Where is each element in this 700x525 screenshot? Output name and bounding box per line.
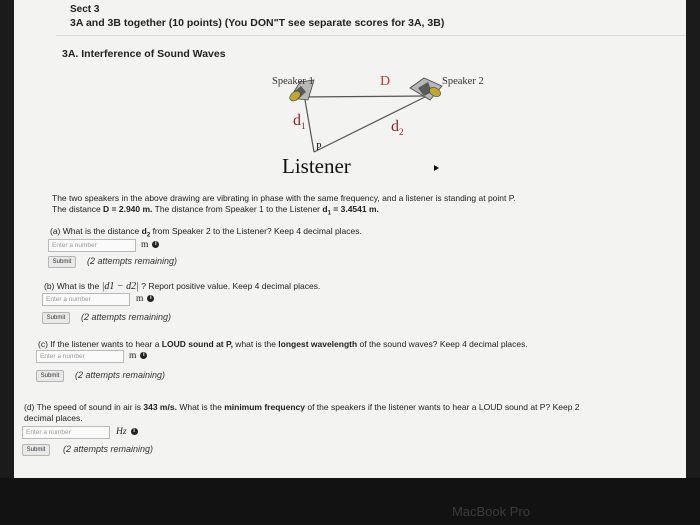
attempts-c: (2 attempts remaining) xyxy=(75,370,166,380)
answer-d-input[interactable]: Enter a number xyxy=(22,426,110,439)
d2-label: $d_2$ xyxy=(391,118,404,138)
info-icon[interactable]: i xyxy=(152,241,159,248)
page-title: 3A and 3B together (10 points) (You DON"T see separate scores for 3A, 3B) xyxy=(70,17,445,29)
d1-label: $d_1$ xyxy=(293,112,306,132)
info-icon[interactable]: i xyxy=(131,428,138,435)
answer-c-input[interactable]: Enter a number xyxy=(36,350,124,363)
submit-d-button[interactable]: Submit xyxy=(22,444,50,456)
line-d1 xyxy=(304,94,314,152)
section-subtitle: 3A. Interference of Sound Waves xyxy=(62,48,226,60)
question-b-text: (b) What is the |d1 − d2| ? Report positive value. Keep 4 decimal places. xyxy=(44,281,321,292)
line-D xyxy=(296,96,427,97)
attempts-a: (2 attempts remaining) xyxy=(87,256,178,266)
answer-a-input[interactable]: Enter a number xyxy=(48,239,136,252)
browser-page xyxy=(14,0,686,478)
question-c-text: (c) If the listener wants to hear a LOUD sound at P, what is the longest wavelength of the sound waves? Keep 4 decimal places. xyxy=(38,339,528,349)
attempts-d: (2 attempts remaining) xyxy=(63,444,154,454)
distance-D-label: D xyxy=(380,74,391,89)
unit-b: m i xyxy=(136,294,154,304)
info-icon[interactable]: i xyxy=(147,295,154,302)
laptop-bezel xyxy=(0,478,700,525)
speaker1-label: Speaker 1 xyxy=(272,76,314,87)
speaker2-label: Speaker 2 xyxy=(442,76,484,87)
point-P-label: P xyxy=(316,142,322,153)
section-label: Sect 3 xyxy=(70,4,100,15)
submit-c-button[interactable]: Submit xyxy=(36,370,64,382)
unit-c: m i xyxy=(129,351,147,361)
line-d2 xyxy=(314,96,427,152)
intro-line1: The two speakers in the above drawing are vibrating in phase with the same frequency, and a listener is standing at point P. xyxy=(52,193,516,203)
brand-logo: MacBook Pro xyxy=(451,504,530,519)
info-icon[interactable]: i xyxy=(140,352,147,359)
mouse-cursor xyxy=(434,165,439,171)
unit-d: Hz i xyxy=(116,427,138,437)
question-d-text: (d) The speed of sound in air is 343 m/s. What is the minimum frequency of the speakers if the listener wants to hear a LOUD sound at P? Keep 2 xyxy=(24,402,580,412)
intro-line2: The distance D = 2.940 m. The distance from Speaker 1 to the Listener $d_1 = 3.4541$ m. xyxy=(52,204,379,217)
submit-a-button[interactable]: Submit xyxy=(48,256,76,268)
listener-label: Listener xyxy=(282,154,351,178)
unit-a: m i xyxy=(141,240,159,250)
answer-b-input[interactable]: Enter a number xyxy=(42,293,130,306)
question-a-text: (a) What is the distance $d_2$ from Speaker 2 to the Listener? Keep 4 decimal places. xyxy=(50,226,362,239)
question-d-text-line2: decimal places. xyxy=(24,413,83,423)
attempts-b: (2 attempts remaining) xyxy=(81,312,172,322)
submit-b-button[interactable]: Submit xyxy=(42,312,70,324)
speaker2-icon xyxy=(410,78,442,100)
